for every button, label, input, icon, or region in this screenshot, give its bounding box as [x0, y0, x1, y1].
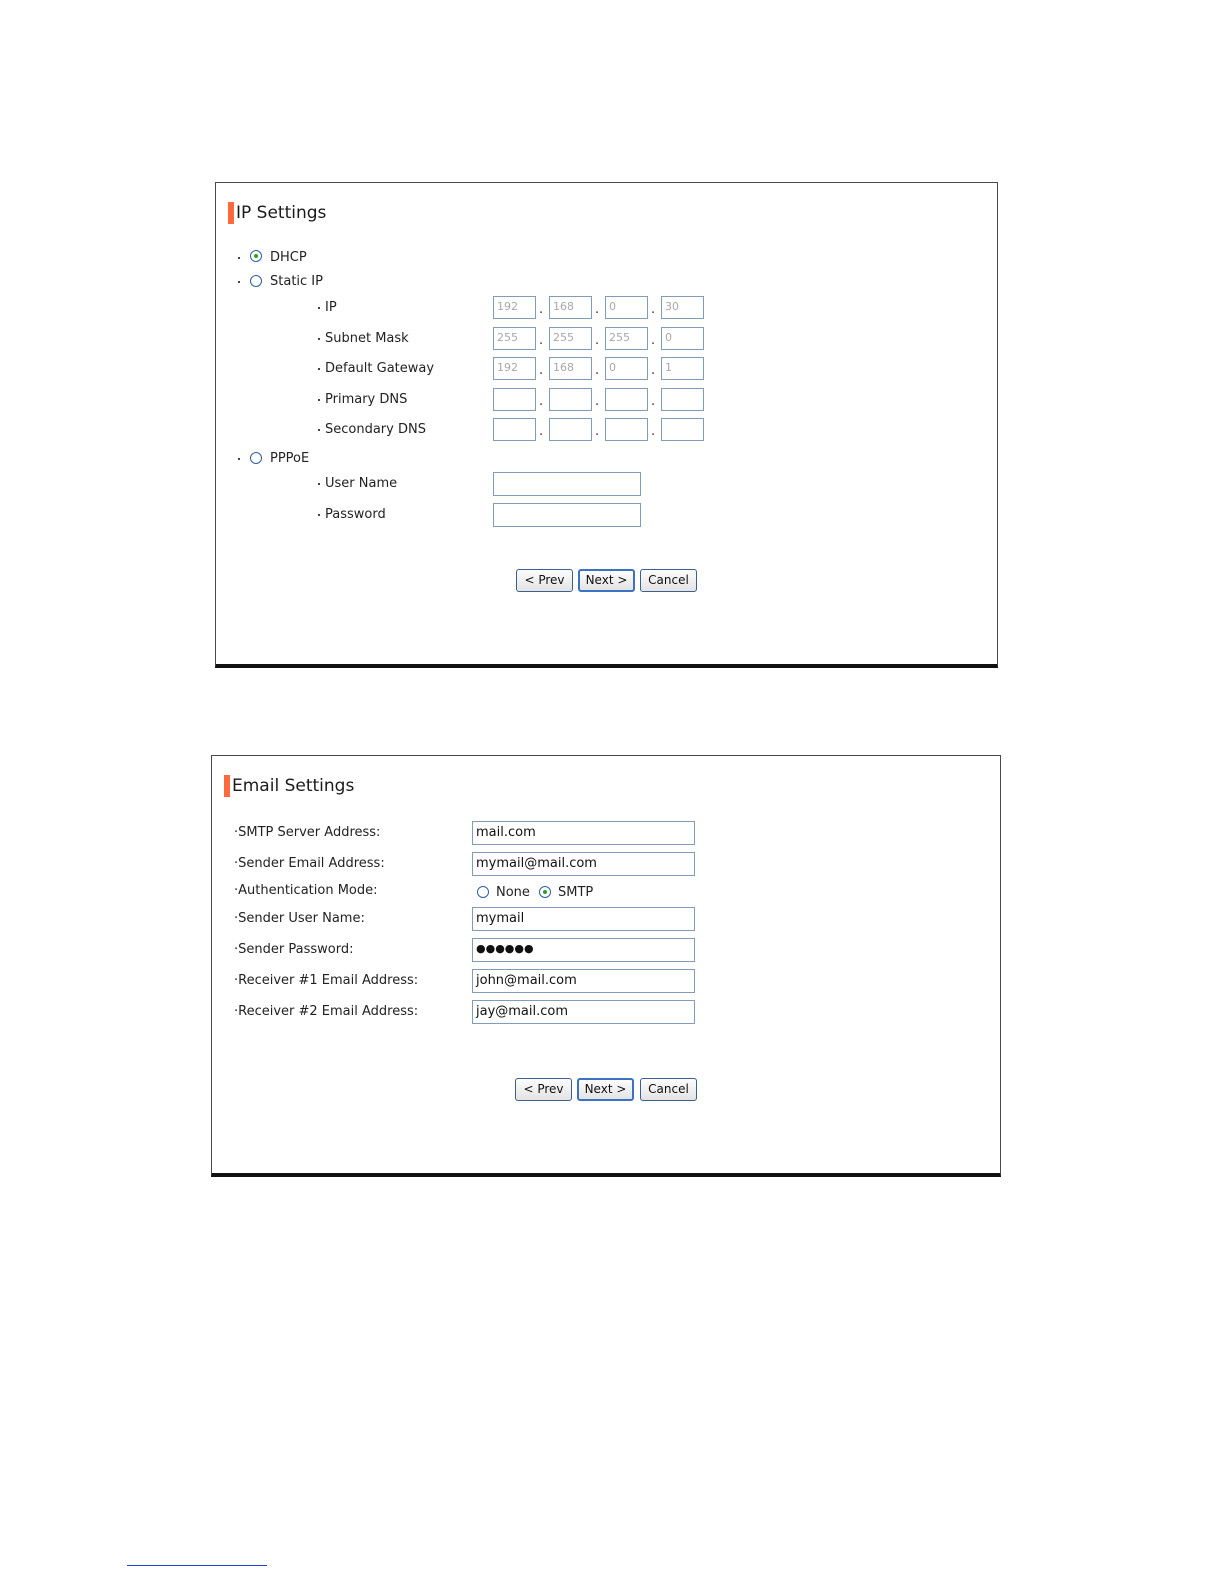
- secondary-dns-octet-1[interactable]: [493, 418, 536, 441]
- octet-separator: .: [595, 394, 600, 409]
- ip-settings-title-text: IP Settings: [236, 203, 327, 223]
- secondary-dns-octet-3[interactable]: [605, 418, 648, 441]
- primary-dns-octet-3[interactable]: [605, 388, 648, 411]
- default-gateway-label: Default Gateway: [318, 361, 434, 376]
- octet-separator: .: [595, 333, 600, 348]
- dhcp-radio[interactable]: [250, 250, 262, 262]
- octet-separator: .: [539, 302, 544, 317]
- auth-mode-label: ·Authentication Mode:: [234, 883, 378, 898]
- static-option: [238, 274, 245, 289]
- octet-separator: .: [651, 333, 656, 348]
- octet-separator: .: [539, 333, 544, 348]
- default-gateway-octet-3[interactable]: 0: [605, 357, 648, 380]
- subnet-mask-octet-1[interactable]: 255: [493, 327, 536, 350]
- cancel-button[interactable]: Cancel: [640, 1078, 697, 1101]
- sender-user-input[interactable]: mymail: [472, 907, 695, 931]
- ip-label: IP: [318, 300, 337, 315]
- prev-button[interactable]: < Prev: [515, 1078, 572, 1101]
- auth-none-radio[interactable]: [477, 886, 489, 898]
- pppoe-username-input[interactable]: [493, 472, 641, 496]
- primary-dns-octet-1[interactable]: [493, 388, 536, 411]
- sender-email-label: ·Sender Email Address:: [234, 856, 385, 871]
- next-button[interactable]: Next >: [578, 569, 635, 592]
- ip-octet-3[interactable]: 0: [605, 296, 648, 319]
- dhcp-option: [238, 250, 245, 265]
- octet-separator: .: [651, 424, 656, 439]
- prev-button[interactable]: < Prev: [516, 569, 573, 592]
- octet-separator: .: [651, 363, 656, 378]
- primary-dns-label: Primary DNS: [318, 392, 407, 407]
- ip-settings-title: [228, 202, 326, 224]
- receiver1-input[interactable]: john@mail.com: [472, 969, 695, 993]
- sender-email-input[interactable]: mymail@mail.com: [472, 852, 695, 876]
- smtp-server-input[interactable]: mail.com: [472, 821, 695, 845]
- octet-separator: .: [651, 394, 656, 409]
- ip-octet-1[interactable]: 192: [493, 296, 536, 319]
- primary-dns-octet-4[interactable]: [661, 388, 704, 411]
- dhcp-label: DHCP: [270, 250, 307, 265]
- accent-bar: [228, 202, 234, 224]
- pppoe-username-label: User Name: [318, 476, 397, 491]
- footnote-rule: [127, 1565, 267, 1566]
- octet-separator: .: [595, 363, 600, 378]
- octet-separator: .: [651, 302, 656, 317]
- default-gateway-octet-4[interactable]: 1: [661, 357, 704, 380]
- auth-smtp-radio[interactable]: [539, 886, 551, 898]
- pppoe-password-input[interactable]: [493, 503, 641, 527]
- next-button[interactable]: Next >: [577, 1078, 634, 1101]
- receiver2-label: ·Receiver #2 Email Address:: [234, 1004, 419, 1019]
- email-settings-title-text: Email Settings: [232, 776, 355, 796]
- accent-bar: [224, 775, 230, 797]
- receiver2-input[interactable]: jay@mail.com: [472, 1000, 695, 1024]
- octet-separator: .: [539, 424, 544, 439]
- default-gateway-octet-1[interactable]: 192: [493, 357, 536, 380]
- static-ip-label: Static IP: [270, 274, 323, 289]
- email-settings-title: [224, 775, 354, 797]
- ip-settings-panel: [215, 182, 998, 668]
- smtp-server-label: ·SMTP Server Address:: [234, 825, 381, 840]
- static-ip-radio[interactable]: [250, 275, 262, 287]
- subnet-mask-octet-2[interactable]: 255: [549, 327, 592, 350]
- octet-separator: .: [539, 363, 544, 378]
- pppoe-label: PPPoE: [270, 451, 310, 466]
- secondary-dns-octet-2[interactable]: [549, 418, 592, 441]
- sender-password-input[interactable]: ●●●●●●: [472, 938, 695, 962]
- ip-octet-4[interactable]: 30: [661, 296, 704, 319]
- ip-octet-2[interactable]: 168: [549, 296, 592, 319]
- secondary-dns-label: Secondary DNS: [318, 422, 426, 437]
- auth-smtp-label: SMTP: [558, 885, 594, 900]
- subnet-mask-label: Subnet Mask: [318, 331, 409, 346]
- sender-user-label: ·Sender User Name:: [234, 911, 365, 926]
- subnet-mask-octet-3[interactable]: 255: [605, 327, 648, 350]
- octet-separator: .: [595, 302, 600, 317]
- email-settings-panel: [211, 755, 1001, 1177]
- cancel-button[interactable]: Cancel: [640, 569, 697, 592]
- pppoe-radio[interactable]: [250, 452, 262, 464]
- pppoe-option: [238, 451, 245, 466]
- primary-dns-octet-2[interactable]: [549, 388, 592, 411]
- auth-none-label: None: [496, 885, 530, 900]
- secondary-dns-octet-4[interactable]: [661, 418, 704, 441]
- default-gateway-octet-2[interactable]: 168: [549, 357, 592, 380]
- octet-separator: .: [539, 394, 544, 409]
- sender-password-label: ·Sender Password:: [234, 942, 354, 957]
- subnet-mask-octet-4[interactable]: 0: [661, 327, 704, 350]
- receiver1-label: ·Receiver #1 Email Address:: [234, 973, 419, 988]
- octet-separator: .: [595, 424, 600, 439]
- pppoe-password-label: Password: [318, 507, 386, 522]
